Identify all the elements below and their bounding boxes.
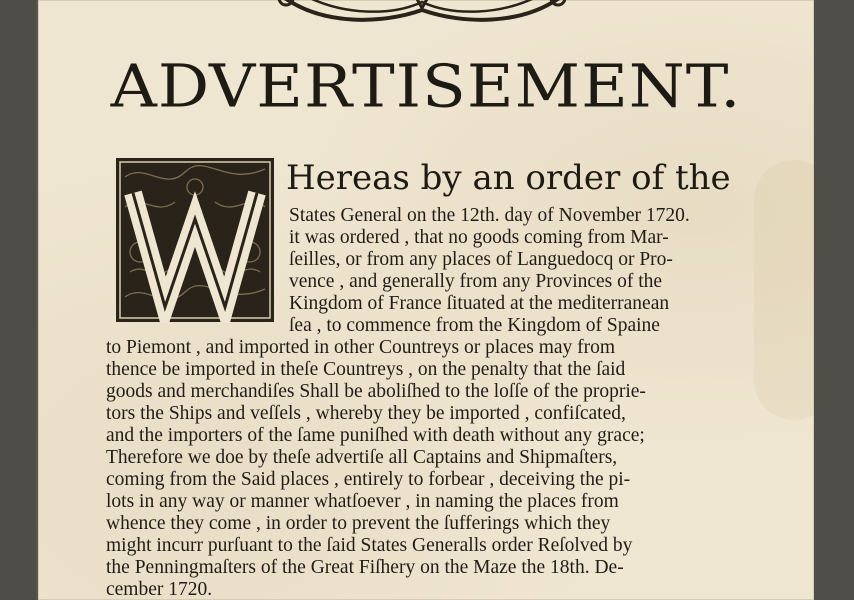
- text-line: whence they come , in order to prevent the ſufferings which they: [106, 513, 611, 534]
- text-line: Kingdom of France ſituated at the mediterranean: [289, 293, 670, 314]
- text-line: cember 1720.: [106, 579, 213, 600]
- text-line: and the importers of the ſame puniſhed with death without any grace;: [106, 425, 645, 446]
- drop-cap-w-icon: [115, 157, 275, 323]
- text-line: thence be imported in theſe Countreys , on the penalty that the ſaid: [106, 359, 626, 380]
- text-line: coming from the Said places , entirely to forbear , deceiving the pi-: [106, 469, 631, 490]
- text-line: ſea , to commence from the Kingdom of Spaine: [289, 315, 660, 336]
- drop-cap-letter: W: [195, 321, 198, 323]
- text-line: States General on the 12th. day of November 1720.: [289, 205, 690, 226]
- page-title: ADVERTISEMENT.: [110, 52, 742, 122]
- text-line: goods and merchandiſes Shall be aboliſhed to the loſſe of the proprie-: [106, 381, 646, 402]
- text-line: ſeilles, or from any places of Languedocq or Pro-: [289, 249, 673, 270]
- text-line: to Piemont , and imported in other Countreys or places may from: [106, 337, 616, 358]
- paper-stain: [754, 160, 814, 420]
- text-line: it was ordered , that no goods coming from Mar-: [289, 227, 669, 248]
- text-line: vence , and generally from any Provinces of the: [289, 271, 663, 292]
- text-line: might incurr purſuant to the ſaid States Generalls order Reſolved by: [106, 535, 633, 556]
- text-line: lots in any way or manner whatſoever , in naming the places from: [106, 491, 619, 512]
- headline: Hereas by an order of the: [286, 158, 731, 198]
- text-line: the Penningmaſters of the Great Fiſhery on the Maze the 18th. De-: [106, 557, 624, 578]
- background-right: [814, 0, 854, 600]
- background-left: [0, 0, 36, 600]
- document-page: [38, 0, 814, 600]
- ornament-icon: [262, 0, 582, 24]
- text-line: tors the Ships and veſſels , whereby they be imported , confiſcated,: [106, 403, 626, 424]
- text-line: Therefore we doe by theſe advertiſe all Captains and Shipmaſters,: [106, 447, 618, 468]
